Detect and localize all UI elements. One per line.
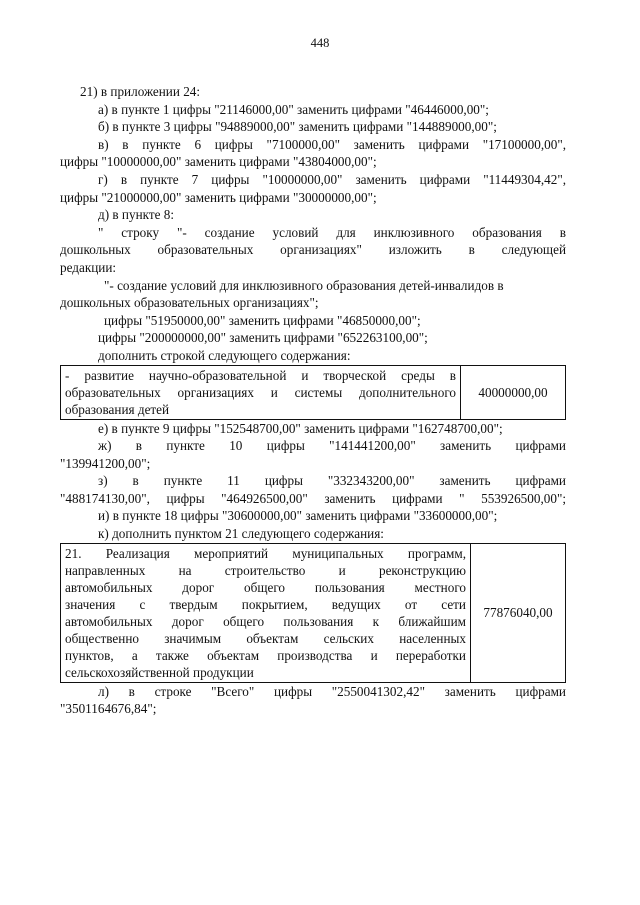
table-cell-line: 21. Реализация мероприятий муниципальных программ,: [65, 545, 466, 561]
table-cell-line: пунктов, а также объектам производства и переработки: [65, 647, 466, 663]
item-d-line3: редакции:: [60, 259, 117, 275]
inserted-row-table-1: [60, 365, 566, 420]
item-l-line2: "3501164676,84";: [60, 701, 157, 717]
item-g-line1: г) в пункте 7 цифры "10000000,00" заменить цифрами "11449304,42",: [98, 171, 566, 187]
item-d-quote-line2: дошкольных образовательных организациях";: [60, 295, 319, 311]
item-v-line1: в) в пункте 6 цифры "7100000,00" заменить цифрами "17100000,00",: [98, 136, 566, 152]
item-d-figures1: цифры "51950000,00" заменить цифрами "46850000,00";: [104, 312, 421, 328]
table-cell-line: автомобильных дорог общего пользования к ближайшим: [65, 613, 466, 629]
inserted-row-table-2: [60, 543, 566, 683]
table-cell-line: общественно значимым объектам сельских населенных: [65, 630, 466, 646]
item-v-line2: цифры "10000000,00" заменить цифрами "43804000,00";: [60, 154, 377, 170]
item-l-line1: л) в строке "Всего" цифры "2550041302,42" заменить цифрами: [98, 683, 566, 699]
item-z-line1: з) в пункте 11 цифры "332343200,00" заменить цифрами: [98, 473, 566, 489]
item-d-add-row: дополнить строкой следующего содержания:: [98, 347, 351, 363]
item-d-line2: дошкольных образовательных организациях" изложить в следующей: [60, 242, 566, 258]
item-d-figures2: цифры "200000000,00" заменить цифрами "652263100,00";: [98, 330, 428, 346]
table-cell-line: - развитие научно-образовательной и творческой среды в: [65, 367, 456, 383]
item-d-heading: д) в пункте 8:: [98, 207, 175, 223]
item-21-heading: 21) в приложении 24:: [80, 84, 201, 99]
table-cell-line: образования детей: [65, 401, 170, 417]
page-number: 448: [310, 36, 330, 50]
table-cell-line: значения с твердым покрытием, ведущих от сети: [65, 596, 466, 612]
item-e: е) в пункте 9 цифры "152548700,00" заменить цифрами "162748700,00";: [98, 420, 503, 436]
item-a: а) в пункте 1 цифры "21146000,00" заменить цифрами "46446000,00";: [98, 101, 489, 117]
item-g-line2: цифры "21000000,00" заменить цифрами "30000000,00";: [60, 189, 377, 205]
item-zh-line1: ж) в пункте 10 цифры "141441200,00" заменить цифрами: [98, 438, 566, 454]
table-cell-description: [61, 543, 471, 682]
table-cell-line: автомобильных дорог общего пользования местного: [65, 579, 466, 595]
document-body: [60, 83, 566, 718]
item-z-line2: "488174130,00", цифры "464926500,00" заменить цифрами " 553926500,00";: [60, 490, 566, 506]
table-cell-value: 77876040,00: [471, 543, 566, 682]
item-d-line1: " строку "- создание условий для инклюзивного образования в: [98, 224, 566, 240]
table-cell-line: сельскохозяйственной продукции: [65, 664, 254, 680]
table-cell-description: [61, 365, 461, 419]
item-d-quote-line1: "- создание условий для инклюзивного образования детей-инвалидов в: [104, 277, 504, 293]
item-k: к) дополнить пунктом 21 следующего содержания:: [98, 526, 384, 542]
item-zh-line2: "139941200,00";: [60, 455, 151, 471]
table-cell-line: образовательных организациях и системы дополнительного: [65, 384, 456, 400]
table-cell-line: направленных на строительство и реконструкцию: [65, 562, 466, 578]
table-row: [61, 543, 566, 682]
item-b: б) в пункте 3 цифры "94889000,00" заменить цифрами "144889000,00";: [98, 119, 497, 135]
item-i: и) в пункте 18 цифры "30600000,00" заменить цифрами "33600000,00";: [98, 508, 498, 524]
table-row: [61, 365, 566, 419]
table-cell-value: 40000000,00: [461, 365, 566, 419]
